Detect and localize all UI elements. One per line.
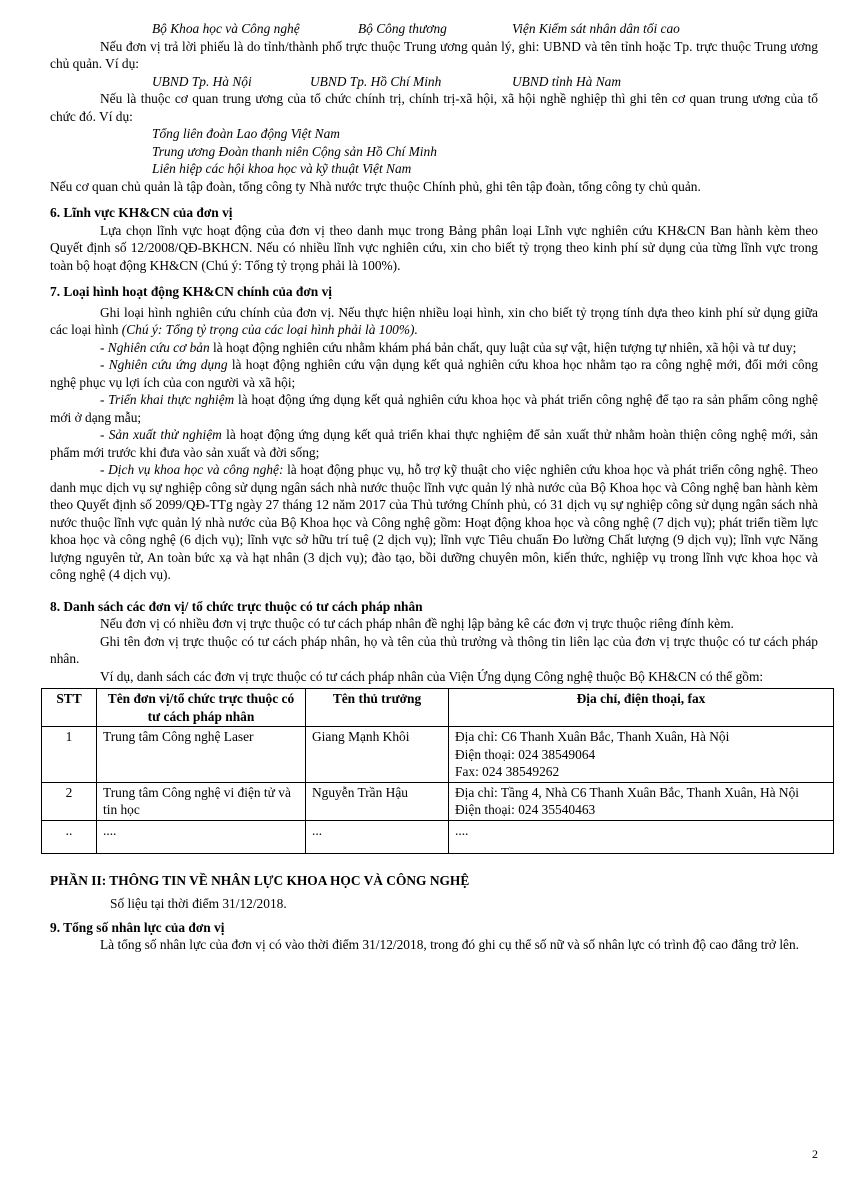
cell-contact	[449, 820, 834, 853]
example-item: UBND Tp. Hồ Chí Minh	[310, 73, 442, 89]
example-item: Viện Kiểm sát nhân dân tối cao	[512, 21, 680, 36]
contact-line: Điện thoại: 024 35540463	[455, 802, 596, 817]
example-item: Liên hiệp các hội khoa học và kỹ thuật Việt Nam	[152, 161, 412, 176]
example-item: Tổng liên đoàn Lao động Việt Nam	[152, 126, 340, 141]
example-item: Trung ương Đoàn thanh niên Cộng sản Hồ Chí Minh	[152, 143, 437, 159]
col-header-contact: Địa chỉ, điện thoại, fax	[449, 689, 834, 727]
note-text: (Chú ý: Tổng tỷ trọng của các loại hình phải là 100%).	[121, 322, 418, 337]
subsidiary-table	[41, 688, 834, 854]
paragraph: Nếu là thuộc cơ quan trung ương của tổ chức chính trị, chính trị-xã hội, xã hội nghề nghiệp thì ghi tên cơ quan trung ương của tổ chức đó. Ví dụ:	[50, 91, 818, 124]
section-title: 6. Lĩnh vực KH&CN của đơn vị	[50, 205, 233, 220]
page-number: 2	[812, 1147, 818, 1161]
paragraph: Nếu đơn vị trả lời phiếu là do tỉnh/thành phố trực thuộc Trung ương quản lý, ghi: UBND và tên tỉnh hoặc Tp. trực thuộc Trung ương chủ quản. Ví dụ:	[50, 38, 818, 71]
paragraph: Nếu cơ quan chủ quản là tập đoàn, tổng công ty Nhà nước trực thuộc Chính phủ, ghi tên tập đoàn, tổng công ty chủ quản.	[50, 178, 701, 194]
cell-stt: ..	[42, 820, 97, 853]
term: - Nghiên cứu cơ bản	[100, 339, 210, 355]
example-item: Bộ Khoa học và Công nghệ	[152, 21, 300, 36]
list-item	[50, 426, 818, 461]
paragraph: Ví dụ, danh sách các đơn vị trực thuộc có tư cách pháp nhân của Viện Ứng dụng Công nghệ thuộc Bộ KH&CN có thể gồm:	[100, 668, 764, 684]
paragraph: Ghi tên đơn vị trực thuộc có tư cách pháp nhân, họ và tên của thủ trưởng và thông tin liên lạc của đơn vị trực thuộc có tư cách pháp nhân.	[50, 633, 818, 666]
section-title: 8. Danh sách các đơn vị/ tổ chức trực thuộc có tư cách pháp nhân	[50, 598, 423, 614]
cell-contact	[449, 727, 834, 783]
contact-line: Địa chỉ: Tầng 4, Nhà C6 Thanh Xuân Bắc, Thanh Xuân, Hà Nội	[455, 784, 799, 800]
cell-head: ...	[306, 820, 449, 853]
paragraph: Là tổng số nhân lực của đơn vị có vào thời điểm 31/12/2018, trong đó ghi cụ thể số nữ và số nhân lực có trình độ cao đẳng trở lên.	[100, 937, 800, 952]
cell-head: Giang Mạnh Khôi	[306, 727, 449, 783]
term-definition: là hoạt động nghiên cứu nhằm khám phá bản chất, quy luật của sự vật, hiện tượng tự nhiên, xã hội và tư duy;	[209, 339, 797, 355]
cell-head: Nguyễn Trần Hậu	[306, 782, 449, 820]
table-row	[42, 782, 834, 820]
paragraph: Lựa chọn lĩnh vực hoạt động của đơn vị theo danh mục trong Bảng phân loại Lĩnh vực nghiên cứu KH&CN Ban hành kèm theo Quyết định số 12/2008/QĐ-BKHCN. Nếu có nhiều lĩnh vực nghiên cứu, xin cho biết tỷ trọng theo kinh phí sử dụng của từng lĩnh vực trong toàn bộ hoạt động KH&CN (Chú ý: Tổng tỷ trọng phải là 100%).	[50, 222, 818, 273]
part-title: PHẦN II: THÔNG TIN VỀ NHÂN LỰC KHOA HỌC VÀ CÔNG NGHỆ	[50, 872, 470, 888]
term-definition: là hoạt động ứng dụng kết quả nghiên cứu khoa học và phát triển công nghệ để tạo ra sản phẩm công nghệ mới ở dạng mẫu;	[50, 392, 819, 425]
cell-name: Trung tâm Công nghệ vi điện tử và tin học	[97, 782, 306, 820]
term: - Triển khai thực nghiệm	[100, 392, 235, 407]
cell-name: ....	[97, 820, 306, 853]
list-item	[50, 356, 818, 391]
example-item: Bộ Công thương	[358, 21, 447, 36]
province-examples	[50, 73, 818, 91]
example-item: UBND Tp. Hà Nội	[152, 73, 252, 89]
contact-line: Fax: 024 38549262	[455, 764, 560, 779]
list-item	[50, 461, 818, 584]
cell-stt: 2	[42, 782, 97, 820]
contact-line: Địa chỉ: C6 Thanh Xuân Bắc, Thanh Xuân, Hà Nội	[455, 729, 730, 744]
contact-line: Điện thoại: 024 38549064	[455, 746, 596, 762]
list-item	[50, 391, 818, 426]
list-item	[50, 339, 818, 357]
col-header-name: Tên đơn vị/tổ chức trực thuộc có tư cách pháp nhân	[97, 689, 306, 727]
term: - Nghiên cứu ứng dụng	[100, 357, 228, 372]
term-definition: là hoạt động nghiên cứu vận dụng kết quả nghiên cứu khoa học nhằm tạo ra công nghệ mới, đổi mới công nghệ phục vụ lợi ích của con người và xã hội;	[50, 357, 818, 390]
table-row	[42, 727, 834, 783]
term: - Dịch vụ khoa học và công nghệ:	[100, 462, 284, 477]
section-title: 9. Tổng số nhân lực của đơn vị	[50, 919, 225, 935]
paragraph: Số liệu tại thời điểm 31/12/2018.	[110, 896, 287, 911]
table-header-row	[42, 689, 834, 727]
col-header-stt: STT	[42, 689, 97, 727]
table-row	[42, 820, 834, 853]
cell-name: Trung tâm Công nghệ Laser	[97, 727, 306, 783]
term-definition: là hoạt động ứng dụng kết quả triển khai thực nghiệm để sản xuất thử nhằm hoàn thiện công nghệ mới, sản phẩm mới trước khi đưa vào sản xuất và đời sống;	[50, 427, 818, 460]
ministry-examples	[50, 20, 818, 38]
contact-line: ....	[455, 822, 469, 838]
cell-stt: 1	[42, 727, 97, 783]
term: - Sản xuất thử nghiệm	[100, 427, 222, 442]
paragraph: Nếu đơn vị có nhiều đơn vị trực thuộc có tư cách pháp nhân đề nghị lập bảng kê các đơn vị trực thuộc riêng đính kèm.	[100, 616, 734, 631]
paragraph: Ghi loại hình nghiên cứu chính của đơn vị. Nếu thực hiện nhiều loại hình, xin cho biết tỷ trọng tính dựa theo kinh phí sử dụng giữa các loại hình	[50, 304, 818, 337]
term-definition: là hoạt động phục vụ, hỗ trợ kỹ thuật cho việc nghiên cứu khoa học và phát triển công nghệ. Theo danh mục dịch vụ sự nghiệp công sử dụng ngân sách nhà nước thuộc lĩnh vực quản lý nhà nước của Bộ Khoa học và Công nghệ ban hành kèm theo Quyết định số 2099/QĐ-TTg ngày 27 tháng 12 năm 2017 của Thủ tướng Chính phủ, có 31 dịch vụ sự nghiệp công sử dụng ngân sách nhà nước thuộc lĩnh vực quản lý nhà nước của Bộ Khoa học và Công nghệ gồm: Hoạt động khoa học và công nghệ (7 dịch vụ); phát triển tiềm lực khoa học và công nghệ (6 dịch vụ); lĩnh vực sở hữu trí tuệ (2 dịch vụ); lĩnh vực Tiêu chuẩn Đo lường Chất lượng (9 dịch vụ); lĩnh vực Năng lượng nguyên tử, An toàn bức xạ và hạt nhân (3 dịch vụ); đào tạo, bồi dưỡng chuyên môn, kiến thức, nghiệp vụ trong lĩnh vực khoa học và công nghệ (4 dịch vụ).	[50, 462, 818, 582]
col-header-head: Tên thủ trưởng	[306, 689, 449, 727]
section-title: 7. Loại hình hoạt động KH&CN chính của đơn vị	[50, 284, 333, 299]
cell-contact	[449, 782, 834, 820]
example-item: UBND tỉnh Hà Nam	[512, 73, 621, 89]
document-page	[50, 20, 818, 954]
